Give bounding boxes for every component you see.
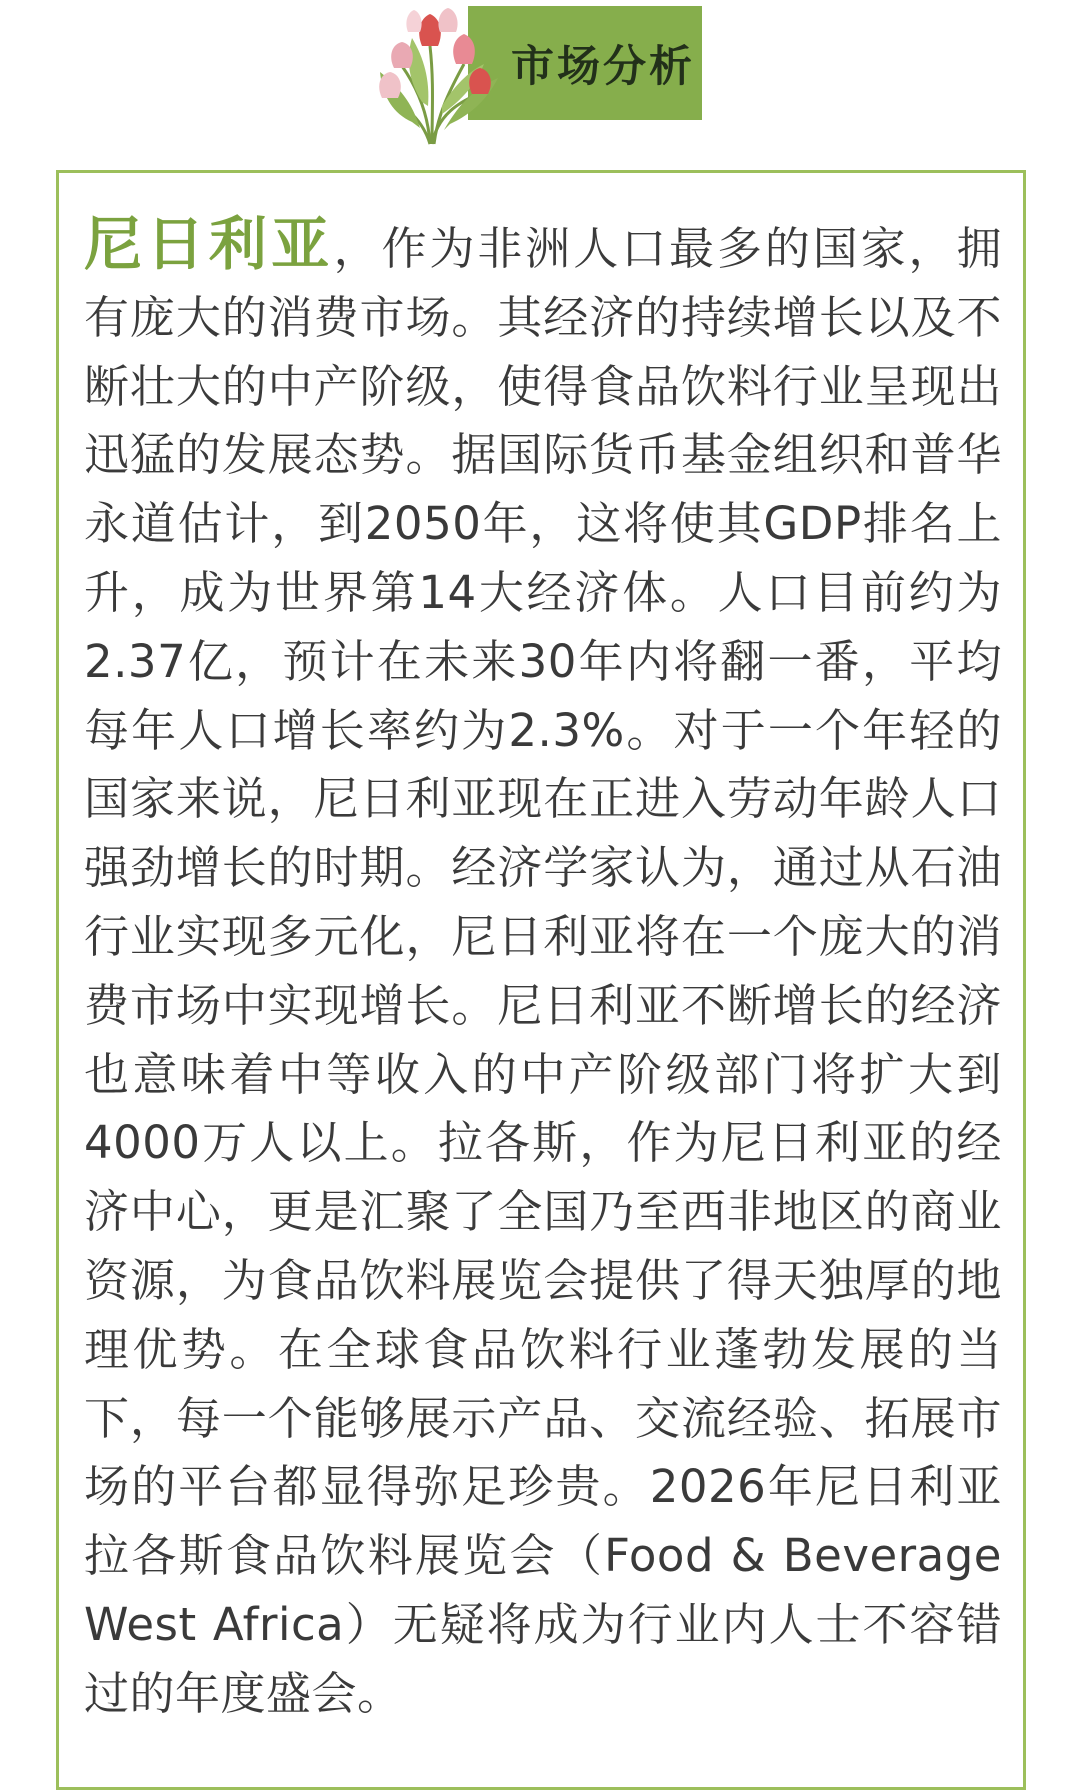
- tulip-bouquet-icon: [372, 2, 512, 150]
- section-title: 市场分析: [511, 41, 695, 92]
- article-body: ，作为非洲人口最多的国家，拥有庞大的消费市场。其经济的持续增长以及不断壮大的中产阶级，使得食品饮料行业呈现出迅猛的发展态势。据国际货币基金组织和普华永道估计，到2050年，这将使其GDP排名上升，成为世界第14大经济体。人口目前约为2.37亿，预计在未来30年内将翻一番，平均每年人口增长率约为2.3%。对于一个年轻的国家来说，尼日利亚现在正进入劳动年龄人口强劲增长的时期。经济学家认为，通过从石油行业实现多元化，尼日利亚将在一个庞大的消费市场中实现增长。尼日利亚不断增长的经济也意味着中等收入的中产阶级部门将扩大到4000万人以上。拉各斯，作为尼日利亚的经济中心，更是汇聚了全国乃至西非地区的商业资源，为食品饮料展览会提供了得天独厚的地理优势。在全球食品饮料行业蓬勃发展的当下，每一个能够展示产品、交流经验、拓展市场的平台都显得弥足珍贵。2026年尼日利亚拉各斯食品饮料展览会（Food & Beverage West Africa）无疑将成为行业内人士不容错过的年度盛会。: [84, 222, 1002, 1720]
- article-paragraph: [84, 210, 1002, 1729]
- section-header: [0, 0, 1080, 150]
- highlight-country: 尼日利亚: [84, 210, 334, 278]
